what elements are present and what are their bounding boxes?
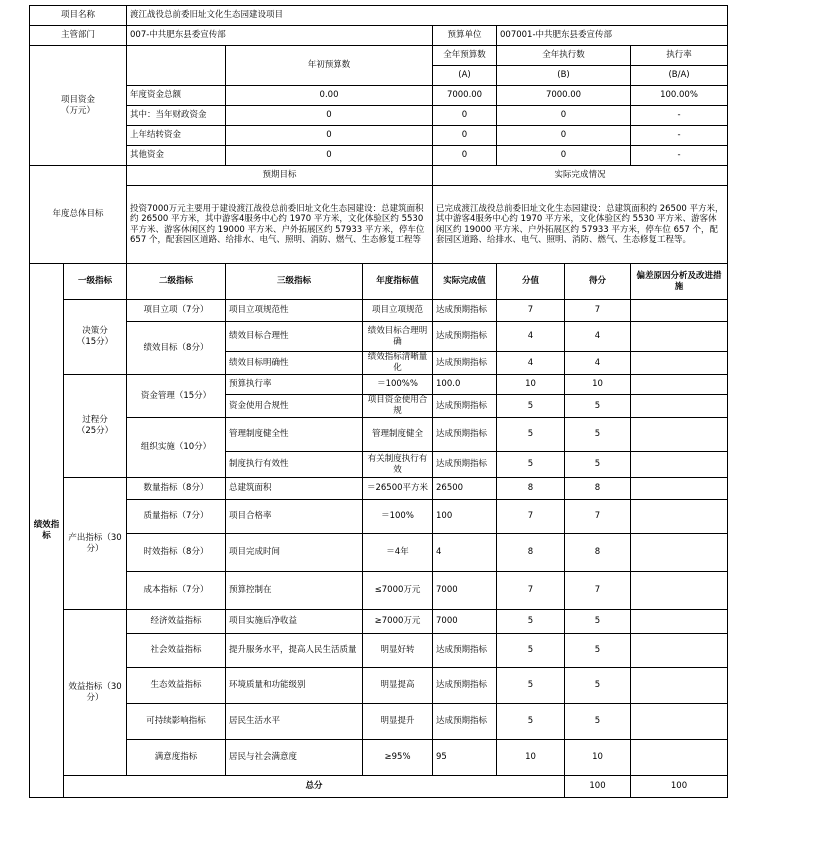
funds-row-label: 其中：当年财政资金 [127,106,226,126]
actual-cell: 达成预期指标 [433,300,497,322]
indicator-header-row [30,264,728,300]
table-row [30,478,728,500]
actual-cell: 达成预期指标 [433,322,497,352]
project-name-value: 渡江战役总前委旧址文化生态园建设项目 [127,6,728,26]
dept-label: 主管部门 [30,26,127,46]
funds-exec: 0 [497,126,631,146]
weight-cell: 5 [497,418,565,452]
note-cell [631,740,728,776]
level2-cell: 绩效目标（8分） [127,322,226,375]
total-score: 100 [631,776,728,798]
target-cell: 有关制度执行有效 [363,452,433,478]
table-row [30,740,728,776]
level2-cell: 满意度指标 [127,740,226,776]
total-label: 总分 [64,776,565,798]
level3-cell: 居民生活水平 [226,704,363,740]
table-row [30,534,728,572]
col-initial-budget: 年初预算数 [226,46,433,86]
score-cell: 5 [565,452,631,478]
sub-b: (B) [497,66,631,86]
score-cell: 5 [565,418,631,452]
col-exec-rate: 执行率 [631,46,728,66]
expected-goal-header: 预期目标 [127,166,433,186]
funds-header-row [30,46,728,66]
weight-cell: 5 [497,704,565,740]
target-cell: 明显提升 [363,704,433,740]
score-cell: 8 [565,478,631,500]
actual-cell: 达成预期指标 [433,704,497,740]
weight-cell: 4 [497,352,565,375]
dept-value: 007-中共肥东县委宣传部 [127,26,433,46]
level3-cell: 绩效目标明确性 [226,352,363,375]
score-cell: 7 [565,572,631,610]
level2-cell: 组织实施（10分） [127,418,226,478]
level2-cell: 生态效益指标 [127,668,226,704]
total-row [30,776,728,798]
weight-cell: 5 [497,395,565,418]
note-cell [631,352,728,375]
funds-row-label: 上年结转资金 [127,126,226,146]
note-cell [631,395,728,418]
funds-row-label: 其他资金 [127,146,226,166]
table-row [30,418,728,452]
sub-a: (A) [433,66,497,86]
funds-budget: 0 [433,106,497,126]
score-cell: 7 [565,500,631,534]
score-cell: 5 [565,668,631,704]
level2-cell: 成本指标（7分） [127,572,226,610]
actual-result-header: 实际完成情况 [433,166,728,186]
funds-exec: 0 [497,146,631,166]
header-actual: 实际完成值 [433,264,497,300]
funds-initial: 0.00 [226,86,433,106]
funds-exec: 0 [497,106,631,126]
level1-cell: 效益指标（30分） [64,610,127,776]
note-cell [631,572,728,610]
table-row [30,704,728,740]
target-cell: 项目资金使用合规 [363,395,433,418]
funds-budget: 0 [433,146,497,166]
funds-row [30,86,728,106]
project-name-row [30,6,728,26]
header-target: 年度指标值 [363,264,433,300]
level3-cell: 项目实施后净收益 [226,610,363,634]
funds-initial: 0 [226,146,433,166]
actual-cell: 7000 [433,610,497,634]
table-row [30,634,728,668]
funds-rate: 100.00% [631,86,728,106]
header-score: 得分 [565,264,631,300]
performance-evaluation-table [29,5,727,798]
note-cell [631,452,728,478]
table-row [30,668,728,704]
score-cell: 5 [565,395,631,418]
col-full-year-exec: 全年执行数 [497,46,631,66]
actual-cell: 95 [433,740,497,776]
score-cell: 8 [565,534,631,572]
target-cell: 绩效目标合理明确 [363,322,433,352]
level2-cell: 质量指标（7分） [127,500,226,534]
weight-cell: 10 [497,375,565,395]
note-cell [631,610,728,634]
funds-row [30,146,728,166]
level3-cell: 绩效目标合理性 [226,322,363,352]
weight-cell: 5 [497,668,565,704]
weight-cell: 4 [497,322,565,352]
funds-exec: 7000.00 [497,86,631,106]
header-weight: 分值 [497,264,565,300]
target-cell: ≥7000万元 [363,610,433,634]
level1-cell: 产出指标（30分） [64,478,127,610]
actual-cell: 达成预期指标 [433,668,497,704]
target-cell: 绩效指标清晰量化 [363,352,433,375]
funds-row [30,126,728,146]
level3-cell: 项目立项规范性 [226,300,363,322]
target-cell: 明显提高 [363,668,433,704]
table-row [30,375,728,395]
score-cell: 4 [565,322,631,352]
table-row [30,572,728,610]
note-cell [631,300,728,322]
table-row [30,300,728,322]
weight-cell: 7 [497,572,565,610]
target-cell: ＝100%% [363,375,433,395]
level3-cell: 资金使用合规性 [226,395,363,418]
table-row [30,322,728,352]
actual-cell: 100.0 [433,375,497,395]
target-cell: ＝100% [363,500,433,534]
goals-header-row [30,166,728,186]
goals-section-label: 年度总体目标 [30,166,127,264]
actual-cell: 26500 [433,478,497,500]
funds-row-label: 年度资金总额 [127,86,226,106]
target-cell: 项目立项规范 [363,300,433,322]
weight-cell: 5 [497,452,565,478]
level3-cell: 制度执行有效性 [226,452,363,478]
level3-cell: 预算执行率 [226,375,363,395]
weight-cell: 10 [497,740,565,776]
funds-initial: 0 [226,126,433,146]
funds-section-label: 项目资金 （万元） [30,46,127,166]
level2-cell: 资金管理（15分） [127,375,226,418]
note-cell [631,634,728,668]
level3-cell: 居民与社会满意度 [226,740,363,776]
target-cell: ＝26500平方米 [363,478,433,500]
note-cell [631,704,728,740]
dept-row [30,26,728,46]
funds-rate: - [631,126,728,146]
note-cell [631,534,728,572]
level3-cell: 总建筑面积 [226,478,363,500]
unit-label: 预算单位 [433,26,497,46]
weight-cell: 8 [497,478,565,500]
level3-cell: 管理制度健全性 [226,418,363,452]
actual-cell: 达成预期指标 [433,352,497,375]
actual-cell: 达成预期指标 [433,634,497,668]
weight-cell: 5 [497,610,565,634]
funds-initial: 0 [226,106,433,126]
note-cell [631,375,728,395]
level2-cell: 经济效益指标 [127,610,226,634]
level1-cell: 过程分 （25分） [64,375,127,478]
expected-goal-text: 投资7000万元主要用于建设渡江战役总前委旧址文化生态园建设：总建筑面积约 26500 平方米，其中游客4服务中心约 1970 平方米，文化体验区约 5530 平方米、游客休闲区约 19000 平方米、户外拓展区约 57933 平方米，停车位 657 个，配套园区道路、给排水、电气、照明、消防、燃气、生态修复工程等 [127,186,433,264]
target-cell: ≥95% [363,740,433,776]
funds-row [30,106,728,126]
sub-ba: (B/A) [631,66,728,86]
header-note: 偏差原因分析及改进措施 [631,264,728,300]
project-name-label: 项目名称 [30,6,127,26]
weight-cell: 8 [497,534,565,572]
level1-cell: 决策分 （15分） [64,300,127,375]
weight-cell: 7 [497,500,565,534]
score-cell: 7 [565,300,631,322]
weight-cell: 7 [497,300,565,322]
table-row [30,500,728,534]
level2-cell: 社会效益指标 [127,634,226,668]
level2-cell: 项目立项（7分） [127,300,226,322]
level2-cell: 时效指标（8分） [127,534,226,572]
actual-cell: 7000 [433,572,497,610]
level3-cell: 环境质量和功能级别 [226,668,363,704]
note-cell [631,478,728,500]
weight-cell: 5 [497,634,565,668]
indicators-section-label: 绩效指标 [30,264,64,798]
note-cell [631,322,728,352]
header-level2: 二级指标 [127,264,226,300]
actual-cell: 4 [433,534,497,572]
goals-text-row [30,186,728,264]
unit-value: 007001-中共肥东县委宣传部 [497,26,728,46]
note-cell [631,500,728,534]
level2-cell: 可持续影响指标 [127,704,226,740]
target-cell: ＝4年 [363,534,433,572]
header-level1: 一级指标 [64,264,127,300]
actual-cell: 100 [433,500,497,534]
funds-budget: 7000.00 [433,86,497,106]
note-cell [631,418,728,452]
target-cell: 管理制度健全 [363,418,433,452]
score-cell: 5 [565,704,631,740]
score-cell: 10 [565,375,631,395]
actual-cell: 达成预期指标 [433,418,497,452]
funds-rate: - [631,146,728,166]
note-cell [631,668,728,704]
level3-cell: 项目合格率 [226,500,363,534]
table-row [30,610,728,634]
score-cell: 4 [565,352,631,375]
score-cell: 5 [565,610,631,634]
level3-cell: 项目完成时间 [226,534,363,572]
col-full-year-budget: 全年预算数 [433,46,497,66]
target-cell: 明显好转 [363,634,433,668]
actual-result-text: 已完成渡江战役总前委旧址文化生态园建设：总建筑面积约 26500 平方米，其中游客4服务中心约 1970 平方米，文化体验区约 5530 平方米、游客休闲区约 19000 平方米、户外拓展区约 57933 平方米，停车位 657 个，配套园区道路、给排水、电气、照明、消防、燃气、生态修复工程等。 [433,186,728,264]
level3-cell: 提升服务水平，提高人民生活质量 [226,634,363,668]
funds-rate: - [631,106,728,126]
actual-cell: 达成预期指标 [433,395,497,418]
level2-cell: 数量指标（8分） [127,478,226,500]
level3-cell: 预算控制在 [226,572,363,610]
score-cell: 5 [565,634,631,668]
total-weight: 100 [565,776,631,798]
funds-budget: 0 [433,126,497,146]
score-cell: 10 [565,740,631,776]
header-level3: 三级指标 [226,264,363,300]
target-cell: ≤7000万元 [363,572,433,610]
actual-cell: 达成预期指标 [433,452,497,478]
